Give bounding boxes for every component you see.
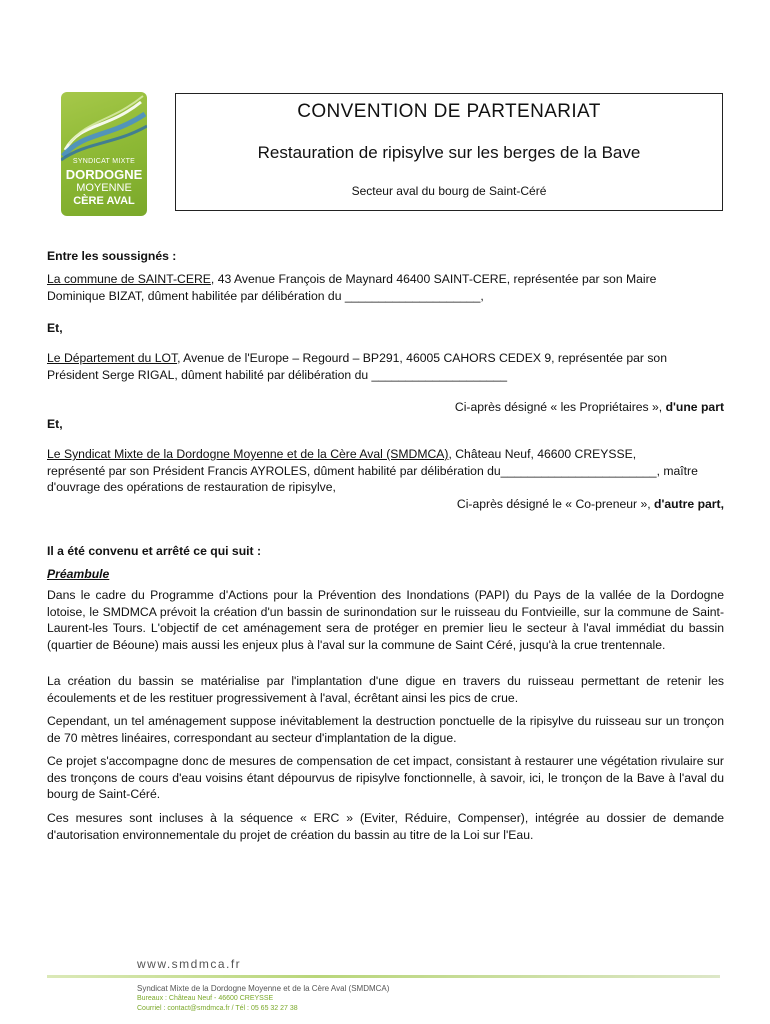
smdmca-details: , Château Neuf, 46600 CREYSSE, [448, 447, 637, 461]
copreneur-text: Ci-après désigné le « Co-preneur », [456, 497, 655, 511]
smdmca-details-3: d'ouvrage des opérations de restauration de ripisylve, [47, 480, 336, 494]
commune-details: , 43 Avenue François de Maynard 46400 SAINT-CERE, représentée par son Maire [210, 272, 657, 286]
preamble-heading: Préambule [47, 567, 110, 581]
document-title: CONVENTION DE PARTENARIAT [297, 101, 601, 122]
preamble-paragraph-4: Ce projet s'accompagne donc de mesures de compensation de cet impact, consistant à restaurer une végétation rivulaire sur des tronçons de cours d'eau voisins étant dépourvus de ripisylve fonctionnelle, à savoir, ici, le tronçon de la Bave à l'aval du bourg de Saint-Céré. [47, 754, 724, 801]
owners-text: Ci-après désigné « les Propriétaires », [454, 400, 666, 414]
departement-details-2: Président Serge RIGAL, dûment habilité par délibération du ____________________ [47, 367, 508, 382]
logo-line-2: DORDOGNE [65, 167, 143, 182]
copreneur-designation [47, 496, 724, 513]
and-label-2: Et, [47, 417, 63, 431]
agreed-heading: Il a été convenu et arrêté ce qui suit : [47, 544, 262, 558]
copreneur-part: d'autre part, [654, 497, 724, 511]
document-sector: Secteur aval du bourg de Saint-Céré [351, 184, 547, 198]
party-departement [47, 350, 724, 383]
footer-divider [47, 975, 720, 978]
party-commune [47, 271, 724, 304]
footer-website: www.smdmca.fr [137, 957, 242, 971]
party-smdmca [47, 446, 724, 496]
departement-name: Le Département du LOT [47, 351, 178, 365]
smdmca-details-2: représenté par son Président Francis AYROLES, dûment habilité par délibération du_______________________, maître [47, 463, 698, 478]
footer-contact: Courriel : contact@smdmca.fr / Tél : 05 65 32 27 38 [137, 1005, 298, 1012]
preamble-paragraph-2: La création du bassin se matérialise par l'implantation d'une digue en travers du ruisseau permettant de retenir les écoulements et de les restituer progressivement à l'aval, écrêtant ainsi les pics de crue. [47, 674, 724, 705]
parties-intro: Entre les soussignés : [47, 249, 177, 263]
logo-line-4: CÈRE AVAL [73, 195, 135, 207]
owners-part: d'une part [665, 400, 724, 414]
departement-details: , Avenue de l'Europe – Regourd – BP291, 46005 CAHORS CEDEX 9, représentée par son [177, 351, 667, 365]
smdmca-logo [61, 92, 147, 216]
wave-icon [61, 92, 147, 162]
and-label-1: Et, [47, 321, 63, 335]
commune-details-2: Dominique BIZAT, dûment habilitée par délibération du ____________________, [47, 288, 484, 303]
document-subtitle: Restauration de ripisylve sur les berges de la Bave [257, 143, 641, 162]
title-box [175, 93, 723, 211]
preamble-paragraph-5: Ces mesures sont incluses à la séquence « ERC » (Eviter, Réduire, Compenser), intégrée au dossier de demande d'autorisation environnementale du projet de création du bassin au titre de la Loi sur l'Eau. [47, 811, 724, 842]
footer-address: Bureaux : Château Neuf - 46600 CREYSSE [137, 995, 274, 1002]
logo-line-1: SYNDICAT MIXTE [72, 158, 136, 165]
footer-org: Syndicat Mixte de la Dordogne Moyenne et de la Cère Aval (SMDMCA) [137, 984, 390, 993]
preamble-paragraph-3: Cependant, un tel aménagement suppose inévitablement la destruction ponctuelle de la ripisylve du ruisseau sur un tronçon de 70 mètres linéaires, correspondant au secteur d'implantation de la digue. [47, 714, 724, 745]
commune-name: La commune de SAINT-CERE [47, 272, 211, 286]
preamble-paragraph-1: Dans le cadre du Programme d'Actions pour la Prévention des Inondations (PAPI) du Pays de la vallée de la Dordogne lotoise, le SMDMCA prévoit la création d'un bassin de surinondation sur le ruisseau du Fontvieille, sur la commune de Saint-Laurent-les Tours. L'objectif de cet aménagement sera de protéger en premier lieu le secteur à l'aval immédiat du bassin (quartier de Béoune) mais aussi les enjeux plus à l'aval sur la commune de Saint Céré, jusqu'à la crue trentennale. [47, 588, 724, 652]
owners-designation [47, 399, 724, 416]
smdmca-name: Le Syndicat Mixte de la Dordogne Moyenne et de la Cère Aval (SMDMCA) [47, 447, 449, 461]
logo-line-3: MOYENNE [76, 182, 132, 194]
